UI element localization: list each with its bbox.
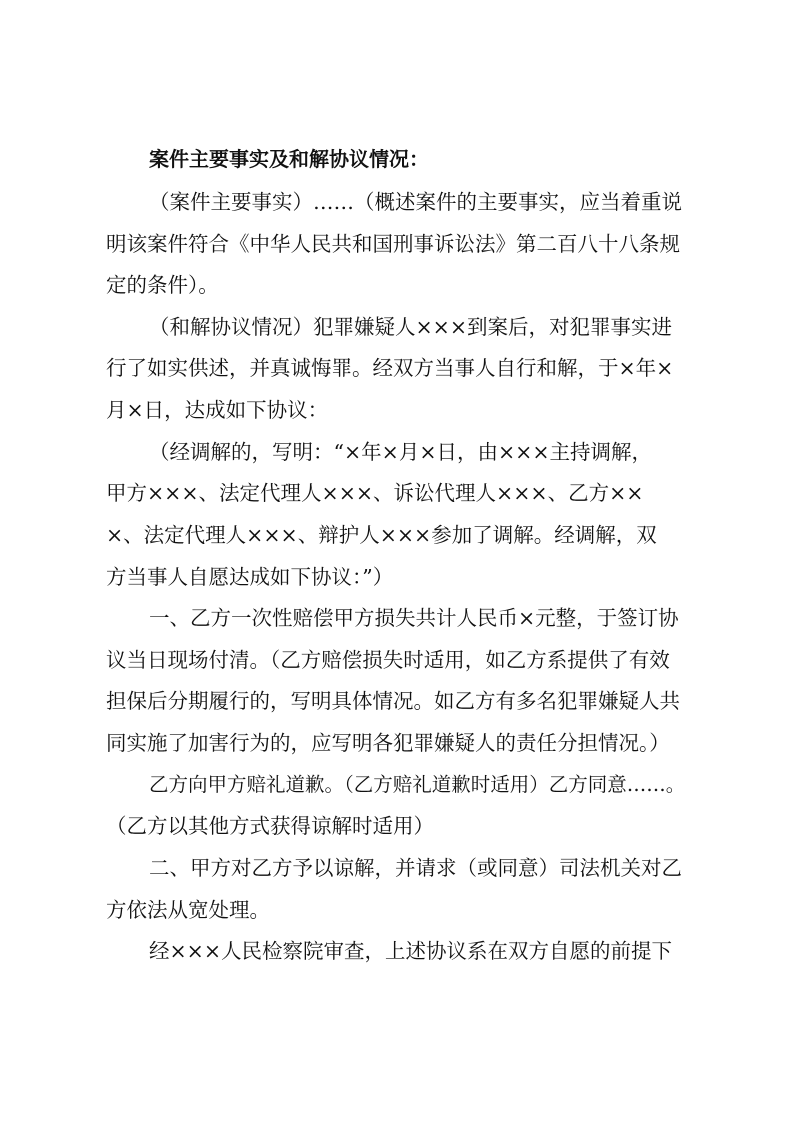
paragraph-line: 行了如实供述，并真诚悔罪。经双方当事人自行和解，于×年× <box>106 356 674 380</box>
paragraph-line: （经调解的，写明：“×年×月×日，由×××主持调解， <box>149 440 653 464</box>
paragraph-line: 经×××人民检察院审查，上述协议系在双方自愿的前提下 <box>149 939 673 963</box>
paragraph-line: 议当日现场付清。（乙方赔偿损失时适用，如乙方系提供了有效 <box>106 648 670 672</box>
paragraph-line: 二、甲方对乙方予以谅解，并请求（或同意）司法机关对乙 <box>149 856 682 880</box>
paragraph-line: ×、法定代理人×××、辩护人×××参加了调解。经调解，双 <box>106 523 657 547</box>
paragraph-line: 月×日，达成如下协议： <box>106 398 329 422</box>
paragraph-line: 定的条件）。 <box>106 273 219 297</box>
paragraph-line: （和解协议情况）犯罪嫌疑人×××到案后，对犯罪事实进 <box>149 315 673 339</box>
paragraph-line: 一、乙方一次性赔偿甲方损失共计人民币×元整，于签订协 <box>149 606 679 630</box>
paragraph-line: 乙方向甲方赔礼道歉。（乙方赔礼道歉时适用）乙方同意……。 <box>149 773 686 796</box>
paragraph-line: 甲方×××、法定代理人×××、诉讼代理人×××、乙方×× <box>106 481 644 505</box>
paragraph-line: 方依法从宽处理。 <box>106 898 270 922</box>
paragraph-line: 明该案件符合《中华人民共和国刑事诉讼法》第二百八十八条规 <box>106 232 680 256</box>
paragraph-line: （案件主要事实）……（概述案件的主要事实，应当着重说 <box>149 190 682 214</box>
paragraph-line: 方当事人自愿达成如下协议：”） <box>106 565 394 589</box>
section-heading: 案件主要事实及和解协议情况： <box>149 147 429 171</box>
paragraph-line: 担保后分期履行的，写明具体情况。如乙方有多名犯罪嫌疑人共 <box>106 689 680 713</box>
paragraph-line: （乙方以其他方式获得谅解时适用） <box>106 814 434 838</box>
paragraph-line: 同实施了加害行为的，应写明各犯罪嫌疑人的责任分担情况。） <box>106 731 670 755</box>
